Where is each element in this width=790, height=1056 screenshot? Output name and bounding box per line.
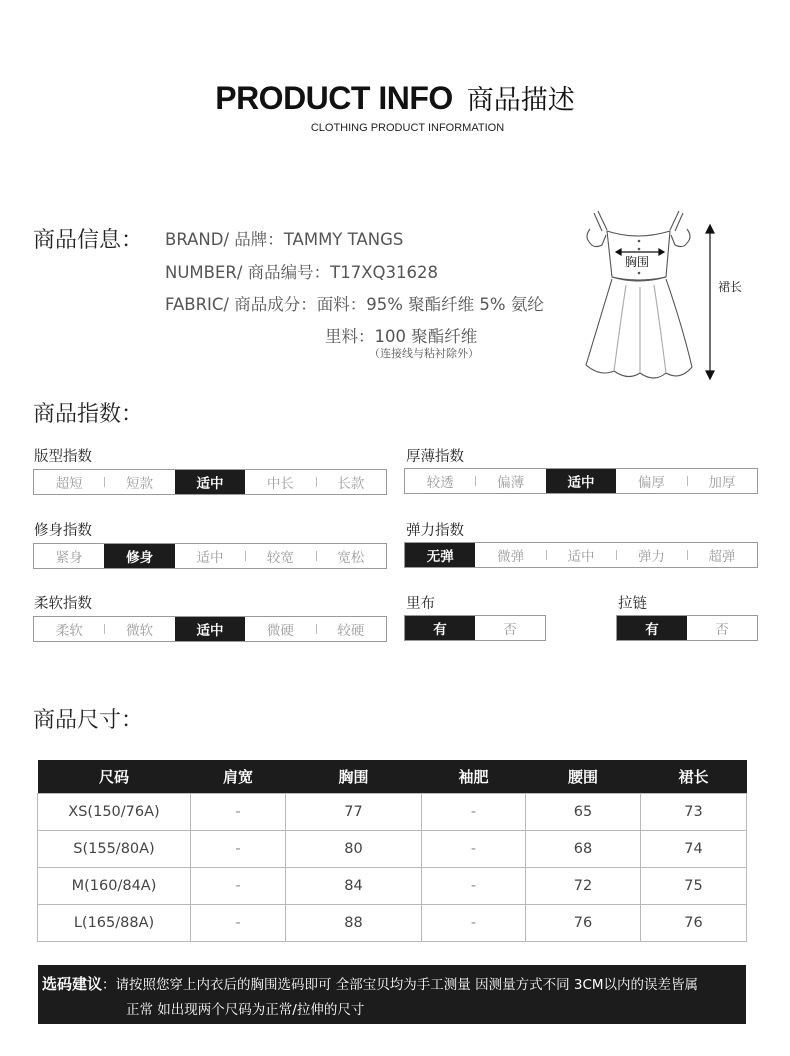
table-cell: - xyxy=(191,831,286,868)
table-cell: 80 xyxy=(286,831,422,868)
dress-illustration xyxy=(580,205,750,385)
table-cell: XS(150/76A) xyxy=(38,794,191,831)
thickness-option: 适中 xyxy=(546,469,616,493)
lining-option: 有 xyxy=(405,616,475,640)
page-title-en: PRODUCT INFO xyxy=(215,80,453,116)
thickness-option: 较透 xyxy=(426,475,454,491)
fit-option: 适中 xyxy=(196,550,224,566)
fabric-note: （连接线与粘衬除外） xyxy=(369,347,479,360)
version-index-scale xyxy=(33,469,387,495)
elasticity-option: 无弹 xyxy=(405,543,475,567)
version-option: 短款 xyxy=(104,470,174,494)
size-table-header xyxy=(38,760,747,794)
elasticity-option: 适中 xyxy=(546,543,616,567)
elasticity-option: 超弹 xyxy=(687,543,757,567)
table-cell: S(155/80A) xyxy=(38,831,191,868)
size-table xyxy=(37,760,747,942)
fit-index-scale xyxy=(33,543,387,569)
size-table-column-header: 肩宽 xyxy=(191,760,286,794)
version-option: 中长 xyxy=(266,476,294,492)
table-cell: - xyxy=(422,868,526,905)
table-cell: - xyxy=(422,905,526,942)
size-advice-text-1: ：请按照您穿上内衣后的胸围选码即可 全部宝贝均为手工测量 因测量方式不同 3CM以内的误差皆属 xyxy=(102,977,699,993)
fit-option: 修身 xyxy=(104,544,174,568)
fit-index-label: 修身指数 xyxy=(34,523,92,539)
softness-index-label: 柔软指数 xyxy=(34,596,92,612)
elasticity-option: 弹力 xyxy=(616,543,686,567)
table-cell: 74 xyxy=(641,831,747,868)
table-row xyxy=(38,868,747,905)
page-title xyxy=(0,78,790,117)
version-option: 长款 xyxy=(316,470,386,494)
version-index-label: 版型指数 xyxy=(34,449,92,465)
size-table-column-header: 袖肥 xyxy=(422,760,526,794)
zipper-scale xyxy=(616,615,758,641)
softness-option: 微软 xyxy=(104,617,174,641)
chest-label: 胸围 xyxy=(625,255,650,269)
thickness-option: 偏薄 xyxy=(475,469,545,493)
table-row xyxy=(38,794,747,831)
table-cell: 65 xyxy=(526,794,641,831)
softness-index-scale xyxy=(33,616,387,642)
table-cell: 84 xyxy=(286,868,422,905)
lining-option: 否 xyxy=(503,622,517,638)
fit-option: 宽松 xyxy=(316,544,386,568)
fabric-line: FABRIC/ 商品成分：面料：95% 聚酯纤维 5% 氨纶 xyxy=(165,295,544,314)
elasticity-index-label: 弹力指数 xyxy=(406,523,464,539)
fit-option: 较宽 xyxy=(245,544,315,568)
lining-scale xyxy=(404,615,546,641)
zipper-option: 有 xyxy=(617,616,687,640)
zipper-label: 拉链 xyxy=(618,596,647,612)
size-table-column-header: 腰围 xyxy=(526,760,641,794)
indices-heading: 商品指数： xyxy=(33,402,144,427)
table-cell: 68 xyxy=(526,831,641,868)
table-cell: 76 xyxy=(526,905,641,942)
page-subtitle: CLOTHING PRODUCT INFORMATION xyxy=(310,122,505,134)
zipper-option: 否 xyxy=(715,622,729,638)
table-cell: - xyxy=(191,905,286,942)
table-cell: 75 xyxy=(641,868,747,905)
version-option: 超短 xyxy=(55,476,83,492)
size-table-column-header: 尺码 xyxy=(38,760,191,794)
lining-label: 里布 xyxy=(406,596,435,612)
length-label: 裙长 xyxy=(718,280,743,294)
table-cell: 77 xyxy=(286,794,422,831)
size-table-column-header: 裙长 xyxy=(641,760,747,794)
thickness-index-label: 厚薄指数 xyxy=(406,449,464,465)
size-table-body xyxy=(38,794,747,942)
thickness-option: 偏厚 xyxy=(637,475,665,491)
table-cell: 88 xyxy=(286,905,422,942)
table-cell: 73 xyxy=(641,794,747,831)
softness-option: 适中 xyxy=(175,617,245,641)
table-cell: 72 xyxy=(526,868,641,905)
table-cell: - xyxy=(191,868,286,905)
softness-option: 微硬 xyxy=(266,623,294,639)
product-info-heading: 商品信息： xyxy=(33,228,144,253)
table-cell: - xyxy=(191,794,286,831)
table-cell: 76 xyxy=(641,905,747,942)
size-advice xyxy=(38,965,746,1024)
table-cell: M(160/84A) xyxy=(38,868,191,905)
number-line: NUMBER/ 商品编号：T17XQ31628 xyxy=(165,263,439,282)
lining-line: 里料：100 聚酯纤维 xyxy=(325,327,478,346)
softness-option: 较硬 xyxy=(316,617,386,641)
thickness-index-scale xyxy=(404,468,758,494)
elasticity-option: 微弹 xyxy=(497,549,525,565)
fit-option: 紧身 xyxy=(55,550,83,566)
size-advice-label: 选码建议 xyxy=(42,975,103,993)
table-cell: L(165/88A) xyxy=(38,905,191,942)
table-cell: - xyxy=(422,831,526,868)
page-title-cn: 商品描述 xyxy=(466,85,575,116)
version-option: 适中 xyxy=(175,470,245,494)
table-row xyxy=(38,831,747,868)
size-heading: 商品尺寸： xyxy=(33,708,144,733)
elasticity-index-scale xyxy=(404,542,758,568)
thickness-option: 加厚 xyxy=(687,469,757,493)
softness-option: 柔软 xyxy=(55,623,83,639)
size-table-column-header: 胸围 xyxy=(286,760,422,794)
table-row xyxy=(38,905,747,942)
brand-line: BRAND/ 品牌：TAMMY TANGS xyxy=(165,230,404,249)
size-advice-text-2: 正常 如出现两个尺码为正常/拉伸的尺寸 xyxy=(126,1002,365,1018)
dress-diagram xyxy=(580,205,750,385)
table-cell: - xyxy=(422,794,526,831)
